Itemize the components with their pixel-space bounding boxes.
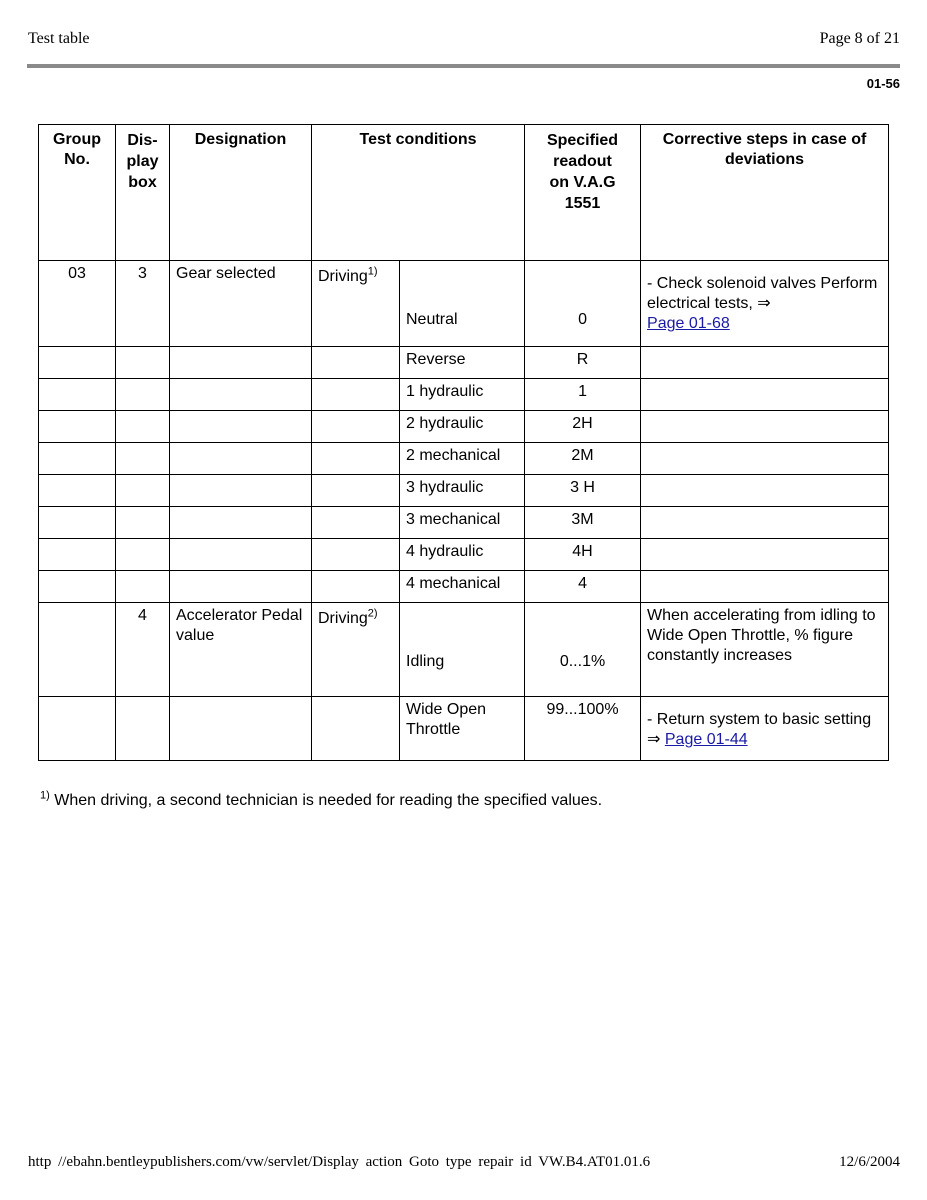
empty-cell (170, 539, 312, 571)
test-subcondition: 2 mechanical (400, 443, 525, 475)
footnote-mark: 1) (40, 789, 50, 802)
footnote-text: When driving, a second technician is needed for reading the specified values. (54, 792, 603, 809)
table-row (39, 347, 889, 379)
empty-cell (312, 571, 400, 603)
empty-cell (312, 507, 400, 539)
corrective-steps (641, 347, 889, 379)
empty-cell (116, 475, 170, 507)
header-corrective-steps: Corrective steps in case of deviations (641, 125, 889, 261)
table-row (39, 475, 889, 507)
header-specified-readout: Specified readout on V.A.G 1551 (525, 125, 641, 261)
empty-cell (170, 443, 312, 475)
footnote-ref: 2) (367, 607, 378, 620)
source-url: http //ebahn.bentleypublishers.com/vw/servlet/Display action Goto type repair id VW.B4.AT01.01.6 (28, 1154, 651, 1170)
empty-cell (116, 443, 170, 475)
empty-cell (39, 571, 116, 603)
section-code: 01-56 (866, 76, 900, 91)
empty-cell (312, 443, 400, 475)
test-subcondition: 2 hydraulic (400, 411, 525, 443)
empty-cell (116, 507, 170, 539)
test-condition: Driving$^{1)}$ (312, 261, 400, 347)
corrective-steps (641, 411, 889, 443)
empty-cell (39, 347, 116, 379)
empty-cell (312, 347, 400, 379)
document-title: Test table (28, 30, 90, 47)
empty-cell (116, 539, 170, 571)
test-subcondition: 3 hydraulic (400, 475, 525, 507)
header-divider (27, 64, 900, 68)
table-row (39, 539, 889, 571)
footnote (40, 789, 603, 810)
empty-cell (170, 507, 312, 539)
empty-cell (312, 539, 400, 571)
specified-readout: 1 (525, 379, 641, 411)
designation: Accelerator Pedal value (170, 603, 312, 697)
specified-readout: 99...100% (525, 697, 641, 761)
corrective-steps: When accelerating from idling to Wide Open Throttle, % figure constantly increases (641, 603, 889, 697)
table-row (39, 379, 889, 411)
display-box: 3 (116, 261, 170, 347)
test-subcondition: 4 mechanical (400, 571, 525, 603)
empty-cell (39, 539, 116, 571)
footnote-ref: 1) (367, 265, 378, 278)
corrective-steps: - Check solenoid valves Perform electrical tests, ⇒ Page 01-68 (641, 261, 889, 347)
specified-readout: 0 (525, 261, 641, 347)
empty-cell (116, 411, 170, 443)
specified-readout: 0...1% (525, 603, 641, 697)
specified-readout: 4 (525, 571, 641, 603)
test-subcondition: Neutral (400, 261, 525, 347)
empty-cell (39, 411, 116, 443)
corrective-steps (641, 539, 889, 571)
specified-readout: 2M (525, 443, 641, 475)
empty-cell (170, 697, 312, 761)
empty-cell (312, 697, 400, 761)
designation: Gear selected (170, 261, 312, 347)
test-subcondition: Reverse (400, 347, 525, 379)
page-header (28, 28, 900, 52)
empty-cell (39, 507, 116, 539)
empty-cell (39, 697, 116, 761)
header-row (39, 125, 889, 261)
test-subcondition: 1 hydraulic (400, 379, 525, 411)
empty-cell (116, 379, 170, 411)
group-number: 03 (39, 261, 116, 347)
table-row (39, 507, 889, 539)
empty-cell (116, 571, 170, 603)
corrective-steps (641, 443, 889, 475)
display-box: 4 (116, 603, 170, 697)
page-number: Page 8 of 21 (819, 30, 900, 47)
empty-cell (39, 379, 116, 411)
corrective-steps (641, 571, 889, 603)
empty-cell (170, 347, 312, 379)
corrective-steps (641, 475, 889, 507)
empty-cell (39, 603, 116, 697)
header-designation: Designation (170, 125, 312, 261)
header-test-conditions: Test conditions (312, 125, 525, 261)
test-subcondition: Idling (400, 603, 525, 697)
corrective-steps (641, 507, 889, 539)
specified-readout: 4H (525, 539, 641, 571)
empty-cell (39, 443, 116, 475)
empty-cell (170, 475, 312, 507)
empty-cell (312, 475, 400, 507)
empty-cell (170, 379, 312, 411)
header-display-box: Dis- play box (116, 125, 170, 261)
corrective-steps (641, 379, 889, 411)
empty-cell (170, 411, 312, 443)
empty-cell (312, 379, 400, 411)
empty-cell (116, 697, 170, 761)
table-row (39, 443, 889, 475)
specified-readout: 2H (525, 411, 641, 443)
header-group: Group No. (39, 125, 116, 261)
page-link[interactable]: Page 01-44 (664, 731, 748, 748)
test-condition: Driving$^{2)}$ (312, 603, 400, 697)
table-row (39, 697, 889, 761)
test-subcondition: 3 mechanical (400, 507, 525, 539)
test-subcondition: Wide Open Throttle (400, 697, 525, 761)
specified-readout: 3 H (525, 475, 641, 507)
print-date: 12/6/2004 (839, 1154, 900, 1170)
corrective-steps: - Return system to basic setting ⇒ Page 01-44 (641, 697, 889, 761)
table-row (39, 261, 889, 347)
table-row (39, 603, 889, 697)
specified-readout: R (525, 347, 641, 379)
empty-cell (312, 411, 400, 443)
table-row (39, 411, 889, 443)
test-table (38, 124, 889, 761)
page-link[interactable]: Page 01-68 (647, 315, 730, 332)
empty-cell (170, 571, 312, 603)
empty-cell (39, 475, 116, 507)
table-row (39, 571, 889, 603)
test-subcondition: 4 hydraulic (400, 539, 525, 571)
empty-cell (116, 347, 170, 379)
specified-readout: 3M (525, 507, 641, 539)
